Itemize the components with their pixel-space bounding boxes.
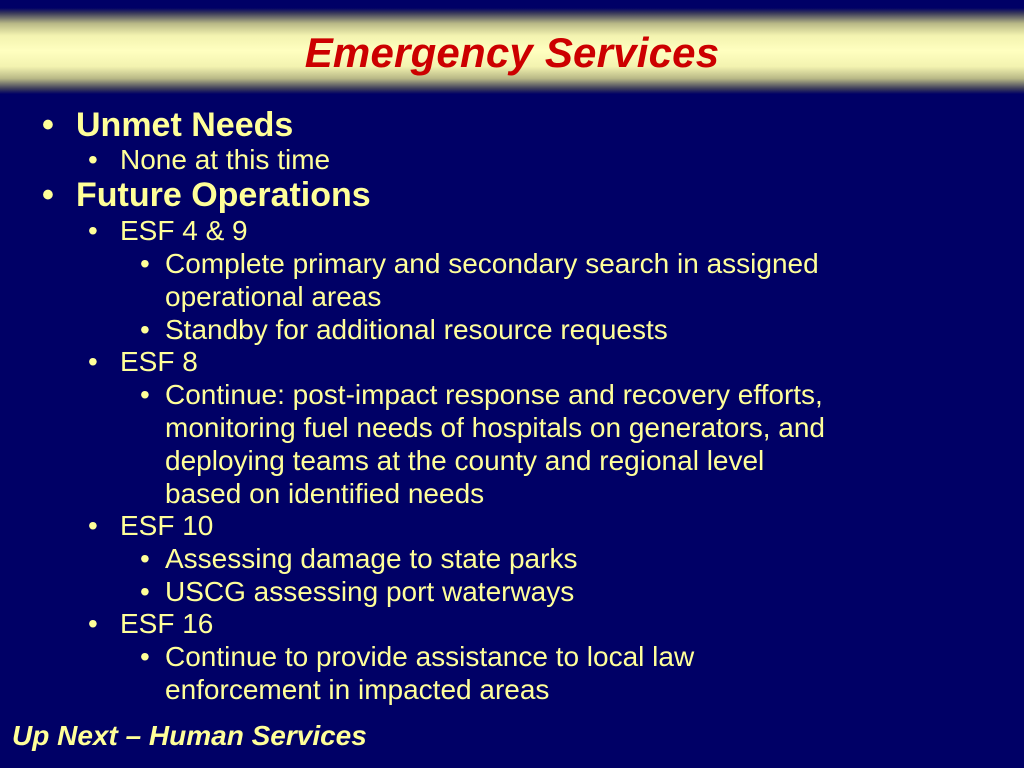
bullet-icon: •: [140, 379, 150, 410]
bullet-icon: •: [140, 248, 150, 279]
bullet-icon: •: [140, 576, 150, 607]
bullet-icon: •: [42, 176, 54, 214]
esf-item-text: Standby for additional resource requests: [165, 314, 668, 345]
esf-label: ESF 4 & 9: [120, 215, 248, 246]
esf-item-text: Assessing damage to state parks: [165, 543, 578, 574]
esf-item-text: Continue to provide assistance to local law: [165, 641, 695, 672]
future-operations-heading: Future Operations: [76, 176, 371, 214]
esf-item-text: operational areas: [165, 281, 382, 312]
bullet-icon: •: [88, 144, 98, 175]
bullet-icon: •: [140, 314, 150, 345]
bullet-icon: •: [88, 215, 98, 246]
esf-item-text: based on identified needs: [165, 478, 485, 509]
esf-label: ESF 10: [120, 510, 214, 541]
slide-title: Emergency Services: [304, 29, 720, 76]
bullet-icon: •: [42, 106, 54, 144]
bullet-icon: •: [88, 346, 98, 377]
esf-item-text: deploying teams at the county and regional level: [165, 445, 765, 476]
unmet-needs-item: None at this time: [120, 144, 331, 175]
esf-label: ESF 16: [120, 608, 214, 639]
esf-item-text: USCG assessing port waterways: [165, 576, 575, 607]
bullet-icon: •: [88, 608, 98, 639]
bullet-icon: •: [140, 641, 150, 672]
esf-item-text: enforcement in impacted areas: [165, 674, 550, 705]
footer-up-next: Up Next – Human Services: [12, 720, 367, 751]
esf-item-text: Complete primary and secondary search in assigned: [165, 248, 819, 279]
esf-item-text: monitoring fuel needs of hospitals on generators, and: [165, 412, 825, 443]
esf-label: ESF 8: [120, 346, 198, 377]
bullet-icon: •: [140, 543, 150, 574]
unmet-needs-heading: Unmet Needs: [76, 106, 294, 144]
esf-item-text: Continue: post-impact response and recovery efforts,: [165, 379, 823, 410]
bullet-icon: •: [88, 510, 98, 541]
